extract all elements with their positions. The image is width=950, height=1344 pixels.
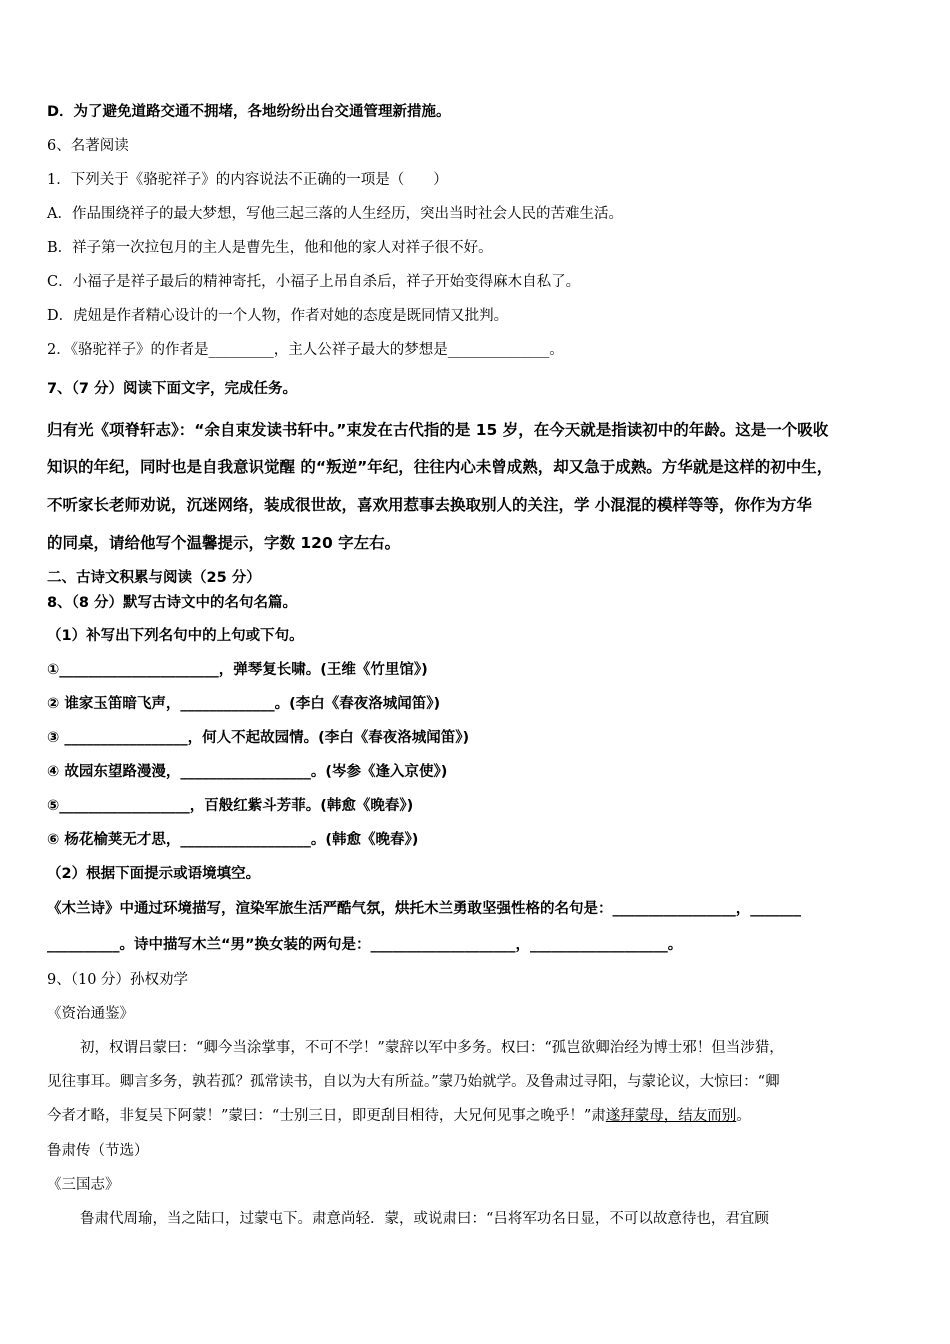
classical-text-line xyxy=(47,1106,751,1126)
q8-blank-3: ③ _________________，何人不起故园情。(李白《春夜洛城闻笛》) xyxy=(47,730,470,746)
q7-passage-line: 的同桌，请给他写个温馨提示，字数 120 字左右。 xyxy=(47,534,401,552)
source-title: 《三国志》 xyxy=(47,1177,120,1193)
q5-option-d: D．为了避免道路交通不拥堵，各地纷纷出台交通管理新措施。 xyxy=(47,104,451,120)
q8-mulan-line: 《木兰诗》中通过环境描写，渲染军旅生活严酷气氛，烘托木兰勇敢坚强性格的名句是：_________________，_______ xyxy=(47,901,801,917)
q6-option-d: D．虎妞是作者精心设计的一个人物，作者对她的态度是既同情又批判。 xyxy=(47,308,509,324)
q8-blank-4: ④ 故园东望路漫漫，__________________。(岑参《逢入京使》) xyxy=(47,764,448,780)
q6-option-b: B．祥子第一次拉包月的主人是曹先生，他和他的家人对祥子很不好。 xyxy=(47,240,493,256)
q6-sub2-fill: 2．《骆驼祥子》的作者是_________，主人公祥子最大的梦想是______________。 xyxy=(47,342,564,358)
q7-passage-line: 归有光《项脊轩志》：“余自束发读书轩中。”束发在古代指的是 15 岁，在今天就是指读初中的年龄。这是一个吸收 xyxy=(47,421,829,439)
q8-mulan-line: __________。诗中描写木兰“男”换女装的两句是：____________________，___________________。 xyxy=(47,937,683,953)
q9-heading: 9、（10 分）孙权劝学 xyxy=(47,972,189,988)
q8-heading: 8、（8 分）默写古诗文中的名句名篇。 xyxy=(47,595,297,611)
classical-text-line: 鲁肃代周瑜，当之陆口，过蒙屯下。肃意尚轻．蒙，或说肃曰：“吕将军功名日显，不可以故意待也，君宜顾 xyxy=(80,1211,769,1227)
q8-blank-5: ⑤__________________，百般红紫斗芳菲。(韩愈《晚春》) xyxy=(47,798,414,814)
text-segment: 。 xyxy=(736,1108,751,1124)
q6-sub1-stem: 1．下列关于《骆驼祥子》的内容说法不正确的一项是（ ） xyxy=(47,172,448,188)
classical-text-line: 见往事耳。卿言多务，孰若孤？孤常读书，自以为大有所益。”蒙乃始就学。及鲁肃过寻阳，与蒙论议，大惊曰：“卿 xyxy=(47,1074,780,1090)
q6-option-c: C．小福子是祥子最后的精神寄托，小福子上吊自杀后，祥子开始变得麻木自私了。 xyxy=(47,274,581,290)
text-segment: 今者才略，非复吴下阿蒙！”蒙曰：“士别三日，即更刮目相待，大兄何见事之晚乎！”肃 xyxy=(47,1108,606,1124)
q7-passage-line: 不听家长老师劝说，沉迷网络，装成很世故，喜欢用惹事去换取别人的关注，学 小混混的模样等等，你作为方华 xyxy=(47,496,812,514)
q7-heading: 7、（7 分）阅读下面文字，完成任务。 xyxy=(47,381,297,397)
q8-blank-1: ①______________________，弹琴复长啸。(王维《竹里馆》) xyxy=(47,662,428,678)
q6-option-a: A．作品围绕祥子的最大梦想，写他三起三落的人生经历，突出当时社会人民的苦难生活。 xyxy=(47,206,623,222)
q7-passage-line: 知识的年纪，同时也是自我意识觉醒 的“叛逆”年纪，往往内心未曾成熟，却又急于成熟。方华就是这样的初中生， xyxy=(47,458,833,476)
classical-text-line: 初，权谓吕蒙曰：“卿今当涂掌事，不可不学！”蒙辞以军中多务。权曰：“孤岂欲卿治经为博士邪！但当涉猎， xyxy=(80,1040,784,1056)
q8-part1-instruction: （1）补写出下列名句中的上句或下句。 xyxy=(47,628,304,644)
q8-part2-instruction: （2）根据下面提示或语境填空。 xyxy=(47,866,261,882)
q8-blank-2: ② 谁家玉笛暗飞声，_____________。(李白《春夜洛城闻笛》) xyxy=(47,696,441,712)
underlined-phrase: 遂拜蒙母，结友而别 xyxy=(605,1108,737,1124)
q8-blank-6: ⑥ 杨花榆荚无才思，__________________。(韩愈《晚春》) xyxy=(47,832,419,848)
q6-heading: 6、名著阅读 xyxy=(47,138,129,154)
excerpt-title: 鲁肃传（节选） xyxy=(47,1143,149,1159)
source-title: 《资治通鉴》 xyxy=(47,1006,134,1022)
section-2-heading: 二、古诗文积累与阅读（25 分） xyxy=(47,570,261,586)
